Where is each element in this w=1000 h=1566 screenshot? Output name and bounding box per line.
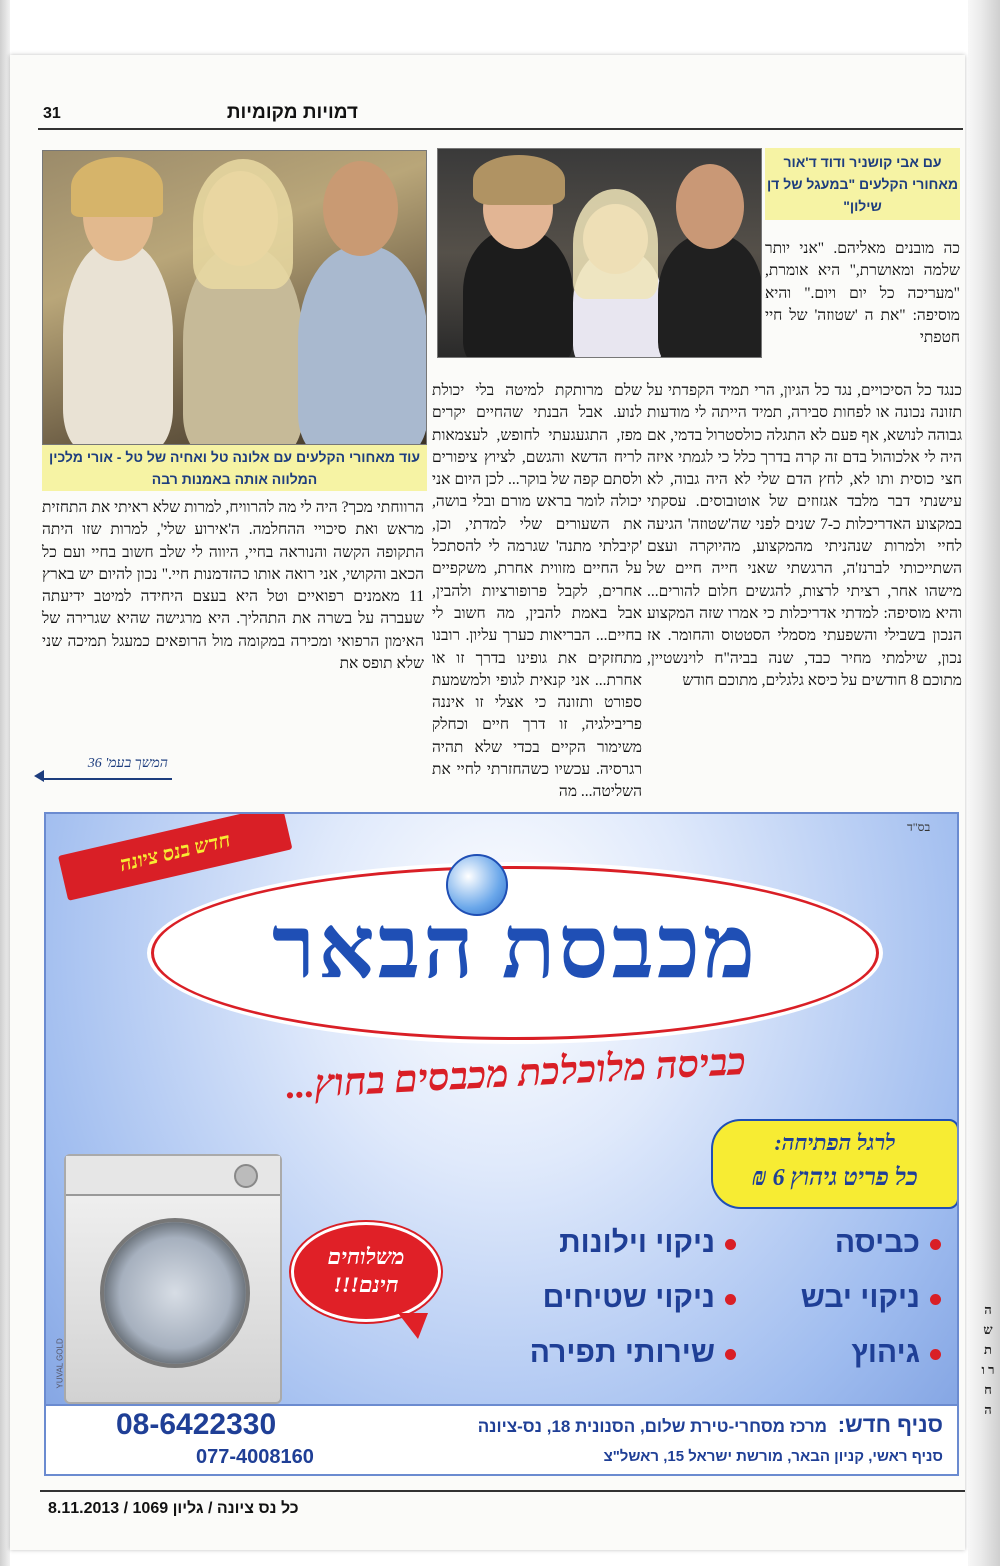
person-figure	[658, 234, 762, 358]
photo-backstage-left	[42, 150, 427, 445]
article-column: כה מובנים מאליהם. "אני יותר שלמה ומאושרת," היא אומרת, "מעריכה כל יום ויום." והיא מוסיפה: "את ה 'שטוזה' של חיי חטפתי	[765, 240, 960, 347]
person-head	[676, 164, 744, 249]
photo-caption-left: עוד מאחורי הקלעים עם אלונה טל ואחיה של טל - אורי מלכין המלווה אותה באמנות רבה	[42, 445, 427, 491]
page-number: 31	[43, 105, 61, 122]
section-title: דמויות מקומיות	[226, 102, 358, 123]
ad-contact-bar	[46, 1404, 957, 1476]
article-column: הרווחתי מכך? היה לי מה להרוויח, למרות שלא ראיתי את התחזית מראש ואת סיכויי ההחלמה. ה'אירוע שלי', למרות שזו היתה התקופה הקשה והנוראה בחיי, היווה לי שלב חשוב בחיי ועם כל הכאב והקושי, אני רואה אותו כהזדמנות חיי." נכון להיום יש בארץ 11 מאמנים רפואיים וטל היא בעצם היחידה למיטב ידיעתה שעברה על בשרה את התהליך. היא מרגישה שהיא שגרירה של האימון הרפואי ומכירה במקומה מול הרופאים כמעגל תמיכה שני שלא תופס את	[42, 499, 424, 673]
service-item: ניקוי יבש	[801, 1281, 941, 1315]
photo-caption-right: עם אבי קושניר ודוד ד'אור מאחורי הקלעים "במעגל של דן שילון"	[765, 148, 960, 220]
service-item: ניקוי וילונות	[559, 1226, 736, 1260]
scan-edge-left	[0, 0, 10, 1566]
person-figure	[63, 241, 173, 445]
person-hair	[193, 159, 293, 289]
main-branch-phone: 077-4008160	[196, 1446, 314, 1468]
main-branch-address: סניף ראשי, קניון הבאר, מורשת ישראל 15, ראשל"צ	[603, 1448, 943, 1465]
washing-machine-icon	[64, 1154, 282, 1404]
page-footer	[40, 1490, 965, 1517]
washer-panel	[66, 1156, 280, 1196]
service-item: ניקוי שטיחים	[543, 1281, 736, 1315]
person-head	[323, 161, 398, 256]
service-item: גיהוץ	[851, 1336, 941, 1370]
opening-offer-box	[711, 1119, 959, 1209]
washer-knob	[234, 1164, 258, 1188]
person-figure	[298, 246, 427, 445]
person-hair	[473, 155, 565, 205]
article-column: כנגד כל הסיכויים, נגד כל הגיון, הרי תמיד הקפדתי על תזונה נכונה או לפחות סבירה, תמיד הייתה לי מודעות גבוהה לנושא, אף פעם לא התגלה כולסטרול בדמי, אם היה לי אלכוהול בדם זה קרה בדרך כלל כי לגמתי איזה חצי כוסית ותו לא, לחץ הדם שלי לא היה גבוה, לא עישנתי דבר מלבד אגזוזים של אוטובוסים. עסקתי במקצוע האדריכלות כ-7 שנים לפני שה'שטוזה' הגיעה לחיי ולמרות שנהניתי מהמקצוע, מהיוקרה ועצם השתייכותי לברנז'ה, הרגשתי שאני חייה חיים של מישהו אחר, רציתי לרצות, להגשים חלום להורים... והיא מוסיפה: למדתי אדריכלות כי אמרו שזה המקצוע הנכון בשבילי והשפעתי מסמלי הסטטוס והחומר. אז נכון, שילמתי מחיר כבד, שנה בביה"ח לוינשטיין, מתוכם 8 חודשים על כיסא גלגלים, מתוכם חודש	[647, 382, 962, 689]
article-column: שלם מרותקת למיטה בלי יכולת לנוע. אבל הבנתי שהחיים יקרים מפז, התגעגעתי לחופש, לעצמאות לריח הדשא והגשם, לציוץ ציפורים ולסתם קפה של בוקר... לכן היום אני יכולה לומר בראש מורם ובלי בושה, את השעורים שלי למדתי, וכן, 'קיבלתי מתנה' שגרמה לי להסתכל על החיים מזווית אחרת, משקפיים אחרים, לקבל פרופורציות ולהבין, אבל באמת להבין, מה חשוב לי בחיים... הבריאות כערך עליון. רובנו מתחזקים את גופינו בדרך זו או אחרת... אני קנאית לגופי ולמשמעת ספורט ותזונה כי אצלי זו איננה פריבילגיה, זו דרך חיים וכחלק משימור הקיים בכדי שלא תהיה רגרסיה. עכשיו כשהחזרתי לחיי את השליטה... מה	[432, 382, 642, 801]
washer-door	[100, 1218, 250, 1368]
header-rule	[38, 128, 963, 130]
ad-logo-text: מכבסת הבאר	[271, 900, 759, 997]
new-branch-label: סניף חדש:	[837, 1412, 943, 1437]
service-item: שירותי תפירה	[530, 1336, 736, 1370]
opening-offer-text: כל פריט גיהוץ 6 ₪	[752, 1165, 918, 1191]
new-branch-phone: 08-6422330	[116, 1408, 277, 1441]
adjacent-page-text: ה ש ת ר ו ח ה	[981, 1302, 995, 1417]
person-hair	[573, 189, 658, 299]
new-branch-line	[478, 1412, 943, 1438]
ad-slogan: כביסה מלוכלכת מכבסים בחוץ...	[284, 1040, 748, 1108]
ad-designer-credit: YUVAL GOLD	[55, 1338, 65, 1389]
bsd-mark: בס"ד	[907, 820, 931, 834]
opening-offer-title: לרגל הפתיחה:	[774, 1130, 896, 1155]
page-header	[38, 98, 958, 130]
issue-info: כל נס ציונה / גליון 1069 / 8.11.2013	[48, 1500, 299, 1517]
person-hair	[71, 157, 163, 217]
ad-new-banner: חדש בנס ציונה	[58, 812, 292, 901]
free-delivery-bubble: משלוחים חינם!!!	[291, 1222, 441, 1322]
new-branch-address: מרכז מסחרי-טירת שלום, הסנונית 18, נס-ציונה	[477, 1417, 827, 1436]
services-list	[501, 1226, 941, 1396]
service-item: כביסה	[835, 1226, 941, 1260]
photo-backstage-right	[437, 148, 762, 358]
laundry-advertisement	[44, 812, 959, 1476]
continued-on-page: המשך בעמ' 36	[42, 756, 172, 780]
